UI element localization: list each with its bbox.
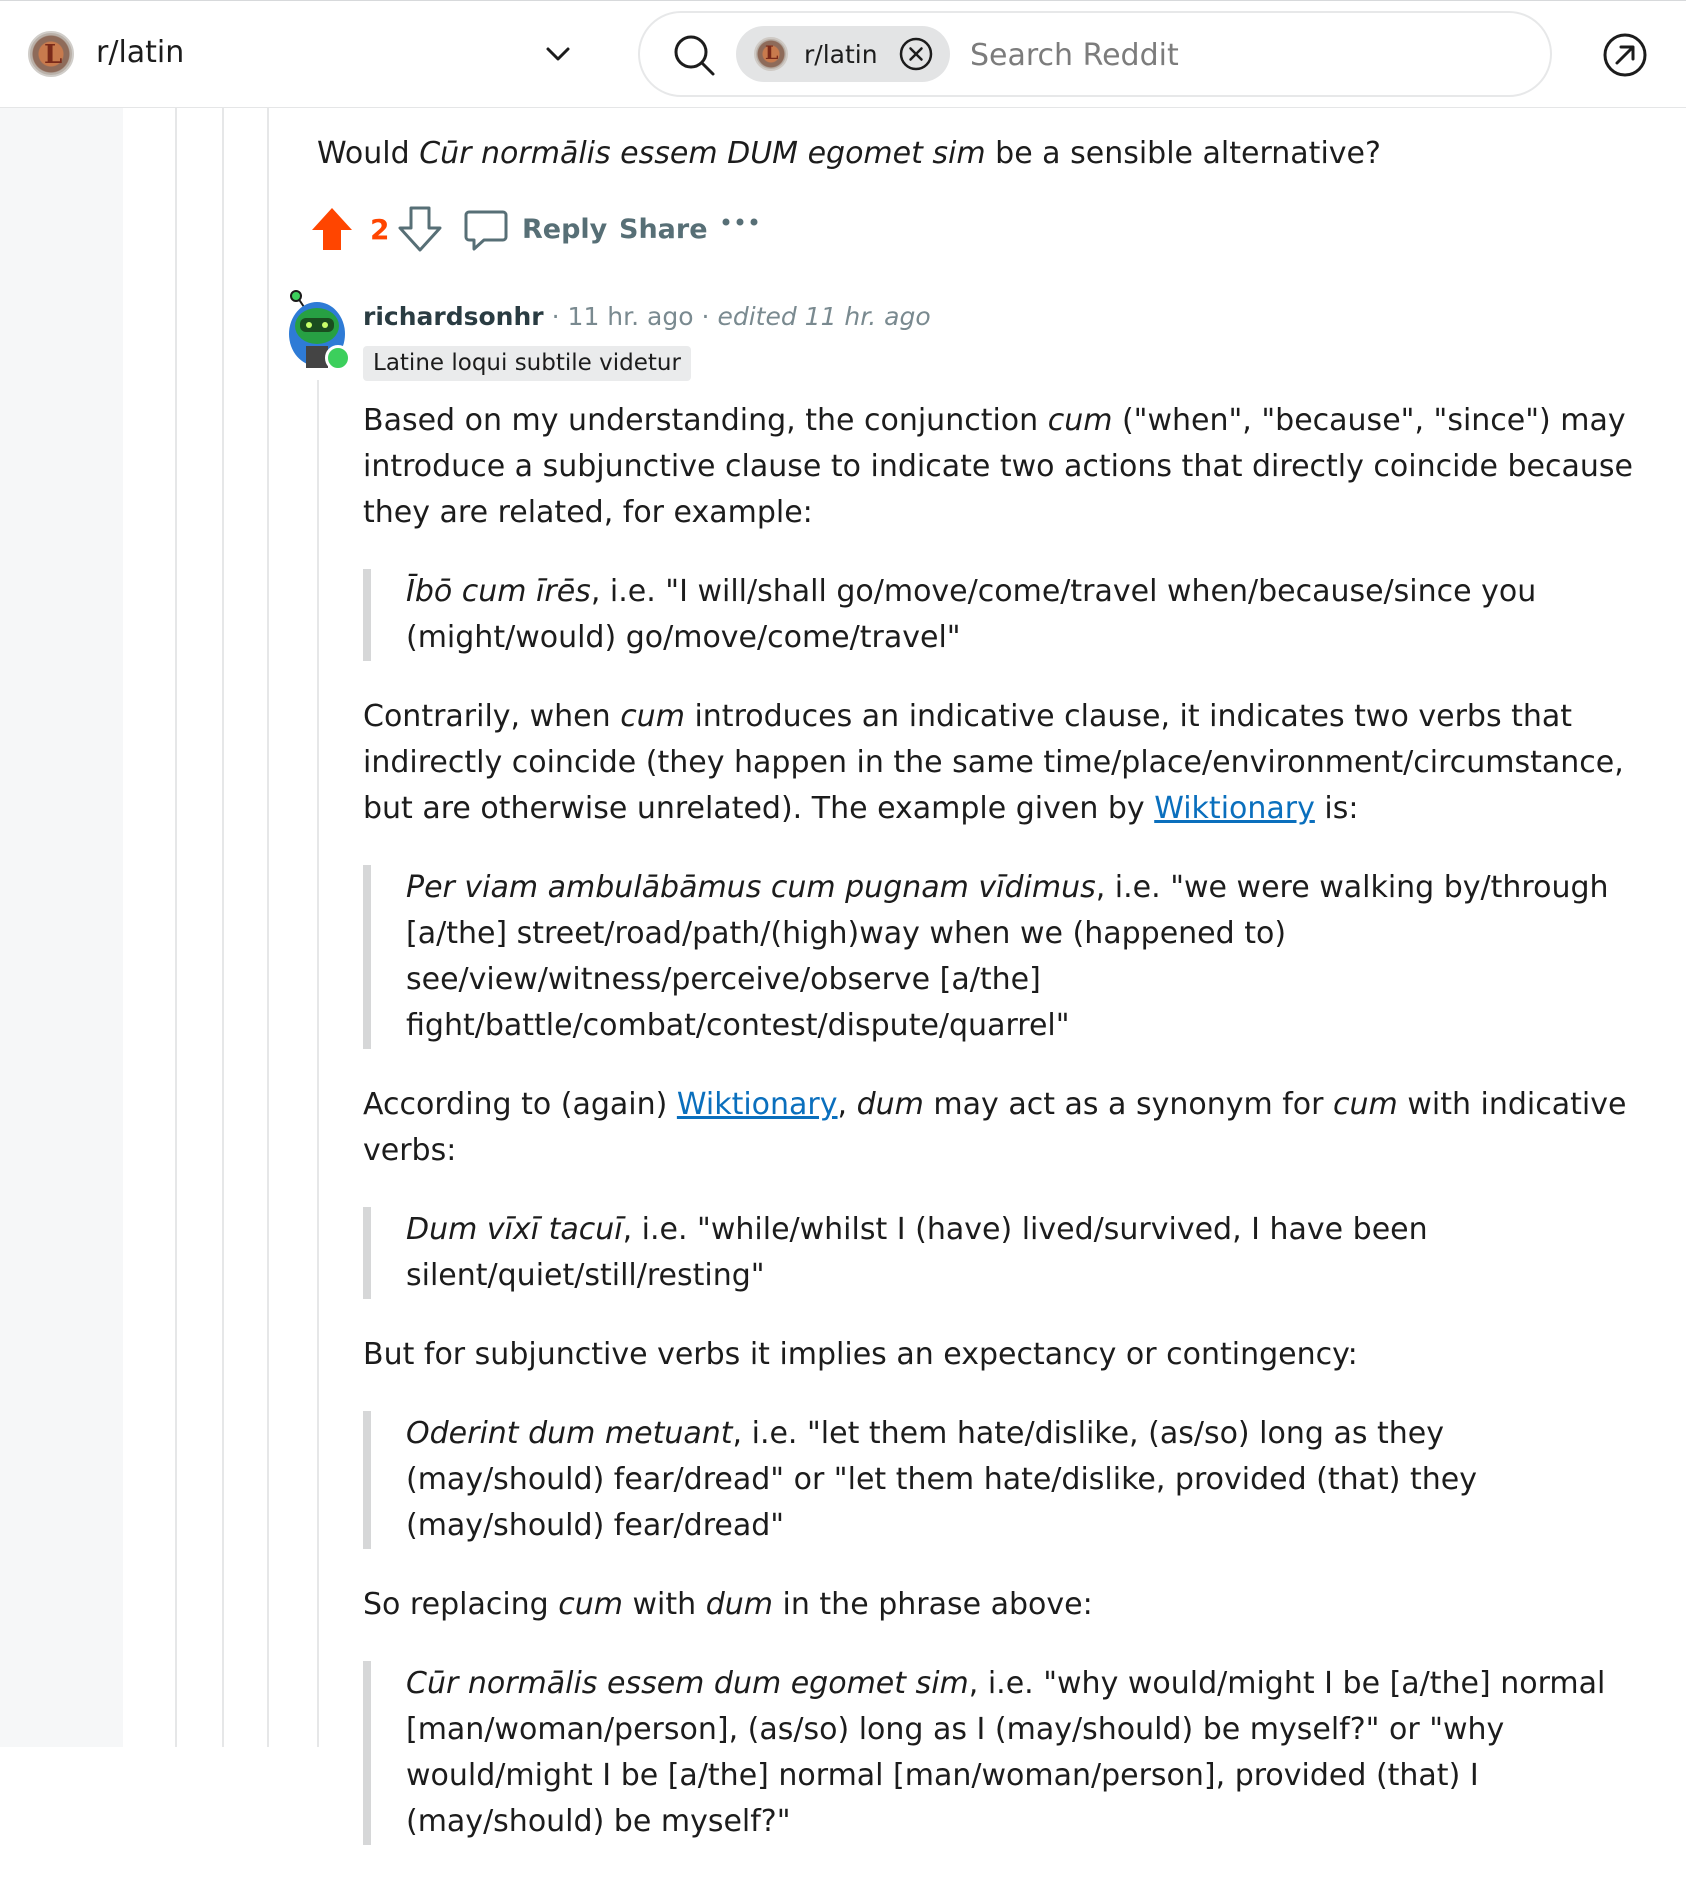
online-status-dot <box>325 345 351 371</box>
chevron-down-icon[interactable] <box>541 37 575 71</box>
upvote-icon[interactable] <box>310 206 354 252</box>
search-input[interactable] <box>970 33 1530 77</box>
chip-label: r/latin <box>804 40 878 69</box>
paragraph: But for subjunctive verbs it implies an expectancy or contingency: <box>363 1337 1358 1372</box>
chip-subreddit-avatar: L <box>754 37 788 71</box>
blockquote: Cūr normālis essem dum egomet sim, i.e. "why would/might I be [a/the] normal [man/woman/person], (as/so) long as I (may/should) be myself?" or "why would/might I be [a/the] normal [man/woman/person], provided (that) I (may/should) be myself?" <box>363 1661 1635 1845</box>
close-icon[interactable] <box>898 36 934 72</box>
subreddit-name[interactable]: r/latin <box>96 35 185 70</box>
thread-line[interactable] <box>222 108 224 1747</box>
thread-line[interactable] <box>267 108 269 1747</box>
comment-meta: richardsonhr · 11 hr. ago · edited 11 hr. ago <box>363 302 931 331</box>
share-button[interactable]: Share <box>619 214 708 245</box>
thread-line[interactable] <box>175 108 177 1747</box>
blockquote: Dum vīxī tacuī, i.e. "while/whilst I (have) lived/survived, I have been silent/quiet/still/resting" <box>363 1207 1635 1299</box>
comment-action-row <box>310 200 1210 260</box>
edited-timestamp: edited 11 hr. ago <box>717 302 931 331</box>
blockquote: Per viam ambulābāmus cum pugnam vīdimus, i.e. "we were walking by/through [a/the] street/road/path/(high)way when we (happened to) see/view/witness/perceive/observe [a/the] fight/battle/combat/contest/dispute/quarrel" <box>363 865 1635 1049</box>
left-gutter <box>0 108 123 1747</box>
previous-comment-body: Would Cūr normālis essem DUM egomet sim be a sensible alternative? <box>317 136 1381 171</box>
more-icon[interactable] <box>720 216 760 228</box>
wiktionary-link[interactable]: Wiktionary <box>1154 791 1315 826</box>
comment-timestamp[interactable]: 11 hr. ago <box>567 302 694 331</box>
user-flair: Latine loqui subtile videtur <box>363 346 691 381</box>
open-new-window-icon[interactable] <box>1601 31 1649 79</box>
downvote-icon[interactable] <box>398 206 442 252</box>
top-bar <box>0 0 1686 108</box>
comment-body <box>363 398 1635 1878</box>
comment-author[interactable]: richardsonhr <box>363 302 544 331</box>
paragraph: According to (again) Wiktionary, dum may act as a synonym for cum with indicative verbs: <box>363 1087 1627 1168</box>
search-bar[interactable] <box>638 11 1552 97</box>
comment-icon[interactable] <box>464 208 508 252</box>
paragraph: Based on my understanding, the conjunction cum ("when", "because", "since") may introduce a subjunctive clause to indicate two actions that directly coincide because they are related, for example: <box>363 403 1633 530</box>
vote-score: 2 <box>370 213 390 246</box>
search-icon <box>672 33 716 77</box>
paragraph: Contrarily, when cum introduces an indicative clause, it indicates two verbs that indirectly coincide (they happen in the same time/place/environment/circumstance, but are otherwise unrelated). The example given by Wiktionary is: <box>363 699 1624 826</box>
paragraph: So replacing cum with dum in the phrase above: <box>363 1587 1093 1622</box>
subreddit-filter-chip[interactable] <box>736 26 950 82</box>
blockquote: Oderint dum metuant, i.e. "let them hate/dislike, (as/so) long as they (may/should) fear/dread" or "let them hate/dislike, provided (that) they (may/should) fear/dread" <box>363 1411 1635 1549</box>
subreddit-avatar[interactable]: L <box>28 31 74 77</box>
wiktionary-link[interactable]: Wiktionary <box>676 1087 838 1122</box>
comment-thread-line[interactable] <box>317 380 319 1747</box>
blockquote: Ībō cum īrēs, i.e. "I will/shall go/move/come/travel when/because/since you (might/would) go/move/come/travel" <box>363 569 1635 661</box>
reply-button[interactable]: Reply <box>522 214 608 245</box>
